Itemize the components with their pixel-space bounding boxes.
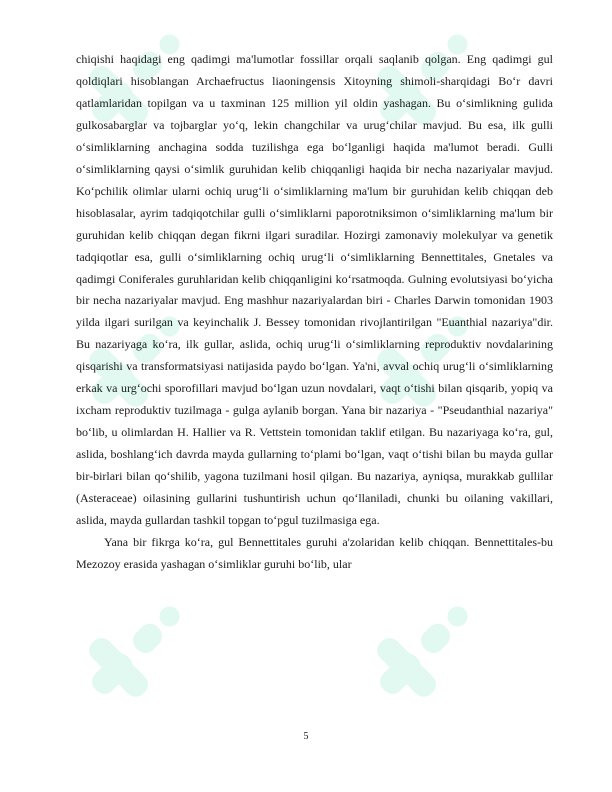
paragraph: Yana bir fikrga ko‘ra, gul Bennettitales guruhi a'zolaridan kelib chiqqan. Bennettitales-bu Mezozoy erasida yashagan o‘simliklar guruhi bo‘lib, ular [76, 534, 553, 571]
paragraph: chiqishi haqidagi eng qadimgi ma'lumotlar fossillar orqali saqlanib qolgan. Eng qadimgi gul qoldiqlari hisoblangan Archaefructus liaoningensis Xitoyning shimoli-sharqidagi Bo‘r davri qatlamlaridan topilgan va u taxminan 125 million yil oldin yashagan. Bu o‘simlikning gulida gulkosabarglar va tojbarglar yo‘q, lekin changchilar va urug‘chilar mavjud. Bu esa, ilk gulli o‘simliklarning anchagina sodda tuzilishga ega bo‘lganligi haqida ma'lumot beradi. Gulli o‘simliklarning qaysi o‘simlik guruhidan kelib chiqqanligi haqida bir necha nazariyalar mavjud. Ko‘pchilik olimlar ularni ochiq urug‘li o‘simliklarning ma'lum bir guruhidan kelib chiqqan deb hisoblasalar, ayrim tadqiqotchilar gulli o‘simliklarni paporotniksimon o‘simliklarning ma'lum bir guruhidan kelib chiqqan degan fikrni ilgari suradilar. Hozirgi zamonaviy molekulyar va genetik tadqiqotlar esa, gulli o‘simliklarning ochiq urug‘li o‘simliklarning Bennettitales, Gnetales va qadimgi Coniferales guruhlaridan kelib chiqqanligini ko‘rsatmoqda. Gulning evolutsiyasi bo‘yicha bir necha nazariyalar mavjud. Eng mashhur nazariyalardan biri - Charles Darwin tomonidan 1903 yilda ilgari surilgan va keyinchalik J. Bessey tomonidan rivojlantirilgan "Euanthial nazariya"dir. Bu nazariyaga ko‘ra, ilk gullar, aslida, ochiq urug‘li o‘simliklarning reproduktiv novdalarining qisqarishi va transformatsiyasi natijasida paydo bo‘lgan. Ya'ni, avval ochiq urug‘li o‘simliklarning erkak va urg‘ochi sporofillari mavjud bo‘lgan uzun novdalari, vaqt o‘tishi bilan qisqarib, yopiq va ixcham reproduktiv tuzilmaga - gulga aylanib borgan. Yana bir nazariya - "Pseudanthial nazariya" bo‘lib, u olimlardan H. Hallier va R. Vettstein tomonidan taklif etilgan. Bu nazariyaga ko‘ra, gul, aslida, boshlang‘ich davrda mayda gullarning to‘plami bo‘lgan, vaqt o‘tishi bilan bu mayda gullar bir-birlari bilan qo‘shilib, yagona tuzilmani hosil qilgan. Bu nazariya, ayniqsa, murakkab gullilar (Asteraceae) oilasining gullarini tushuntirish uchun qo‘llaniladi, chunki bu oilaning vakillari, aslida, mayda gullardan tashkil topgan to‘pgul tuzilmasiga ega. [76, 52, 553, 528]
page-number: 5 [303, 731, 309, 742]
body-text [76, 49, 553, 576]
